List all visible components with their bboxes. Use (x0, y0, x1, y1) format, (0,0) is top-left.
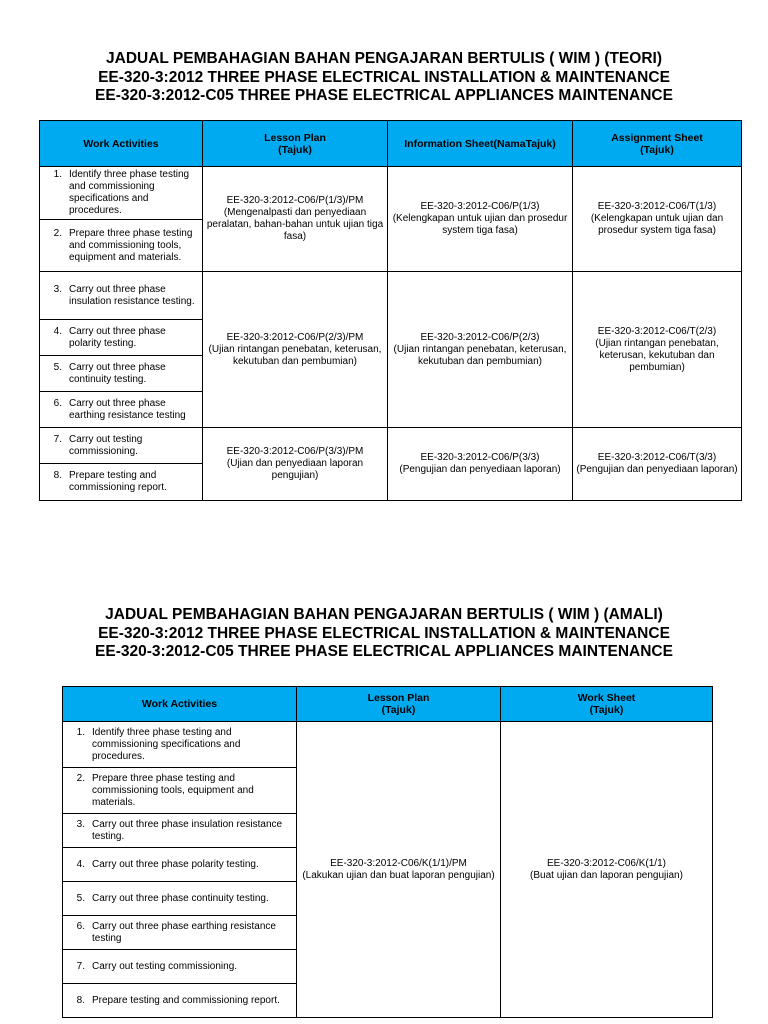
table-row (40, 428, 742, 464)
theory-header-row (40, 121, 742, 167)
theory-title: JADUAL PEMBAHAGIAN BAHAN PENGAJARAN BERTULIS ( WIM ) (TEORI) (106, 50, 662, 67)
activity-cell: 5. Carry out three phase continuity testing. (40, 356, 203, 392)
header-lesson-plan: Lesson Plan (Tajuk) (203, 121, 388, 167)
table-row (40, 272, 742, 320)
practical-title: JADUAL PEMBAHAGIAN BAHAN PENGAJARAN BERTULIS ( WIM ) (AMALI) (105, 606, 663, 623)
practical-heading (0, 606, 768, 662)
lesson-plan-cell: EE-320-3:2012-C06/P(3/3)/PM (Ujian dan penyediaan laporan pengujian) (203, 428, 388, 501)
activity-cell: 1. Identify three phase testing and commissioning specifications and procedures. (40, 167, 203, 220)
information-sheet-cell: EE-320-3:2012-C06/P(2/3) (Ujian rintangan penebatan, keterusan, kekutuban dan pembumian) (388, 272, 573, 428)
lesson-plan-cell: EE-320-3:2012-C06/P(1/3)/PM (Mengenalpasti dan penyediaan peralatan, bahan-bahan untuk ujian tiga fasa) (203, 167, 388, 272)
practical-module-line: EE-320-3:2012-C05 THREE PHASE ELECTRICAL APPLIANCES MAINTENANCE (95, 643, 673, 660)
activity-cell: 1. Identify three phase testing and commissioning specifications and procedures. (63, 722, 297, 768)
practical-course-line: EE-320-3:2012 THREE PHASE ELECTRICAL INSTALLATION & MAINTENANCE (98, 624, 670, 642)
information-sheet-cell: EE-320-3:2012-C06/P(1/3) (Kelengkapan untuk ujian dan prosedur system tiga fasa) (388, 167, 573, 272)
activity-cell: 5. Carry out three phase continuity testing. (63, 882, 297, 916)
activity-cell: 3. Carry out three phase insulation resistance testing. (63, 814, 297, 848)
header-assignment-sheet: Assignment Sheet (Tajuk) (573, 121, 742, 167)
theory-heading (0, 50, 768, 106)
table-row (40, 167, 742, 220)
activity-cell: 8. Prepare testing and commissioning report. (63, 984, 297, 1018)
header-work-activities: Work Activities (63, 687, 297, 722)
header-information-sheet: Information Sheet(NamaTajuk) (388, 121, 573, 167)
activity-cell: 2. Prepare three phase testing and commissioning tools, equipment and materials. (40, 220, 203, 272)
lesson-plan-cell: EE-320-3:2012-C06/P(2/3)/PM (Ujian rintangan penebatan, keterusan, kekutuban dan pembumian) (203, 272, 388, 428)
activity-cell: 6. Carry out three phase earthing resistance testing (40, 392, 203, 428)
header-work-activities: Work Activities (40, 121, 203, 167)
lesson-plan-cell: EE-320-3:2012-C06/K(1/1)/PM (Lakukan ujian dan buat laporan pengujian) (297, 722, 501, 1018)
theory-module-line: EE-320-3:2012-C05 THREE PHASE ELECTRICAL APPLIANCES MAINTENANCE (95, 87, 673, 104)
activity-cell: 7. Carry out testing commissioning. (40, 428, 203, 464)
header-work-sheet: Work Sheet (Tajuk) (501, 687, 713, 722)
activity-cell: 8. Prepare testing and commissioning report. (40, 464, 203, 501)
practical-header-row (63, 687, 713, 722)
activity-cell: 3. Carry out three phase insulation resistance testing. (40, 272, 203, 320)
activity-cell: 4. Carry out three phase polarity testing. (40, 320, 203, 356)
activity-cell: 7. Carry out testing commissioning. (63, 950, 297, 984)
assignment-sheet-cell: EE-320-3:2012-C06/T(3/3) (Pengujian dan penyediaan laporan) (573, 428, 742, 501)
activity-cell: 6. Carry out three phase earthing resistance testing (63, 916, 297, 950)
assignment-sheet-cell: EE-320-3:2012-C06/T(2/3) (Ujian rintangan penebatan, keterusan, kekutuban dan pembumian) (573, 272, 742, 428)
activity-cell: 2. Prepare three phase testing and commissioning tools, equipment and materials. (63, 768, 297, 814)
work-sheet-cell: EE-320-3:2012-C06/K(1/1) (Buat ujian dan laporan pengujian) (501, 722, 713, 1018)
information-sheet-cell: EE-320-3:2012-C06/P(3/3) (Pengujian dan penyediaan laporan) (388, 428, 573, 501)
activity-cell: 4. Carry out three phase polarity testing. (63, 848, 297, 882)
header-lesson-plan: Lesson Plan (Tajuk) (297, 687, 501, 722)
theory-table (39, 120, 742, 501)
theory-course-line: EE-320-3:2012 THREE PHASE ELECTRICAL INSTALLATION & MAINTENANCE (98, 68, 670, 86)
practical-table (62, 686, 713, 1018)
table-row (63, 722, 713, 768)
assignment-sheet-cell: EE-320-3:2012-C06/T(1/3) (Kelengkapan untuk ujian dan prosedur system tiga fasa) (573, 167, 742, 272)
